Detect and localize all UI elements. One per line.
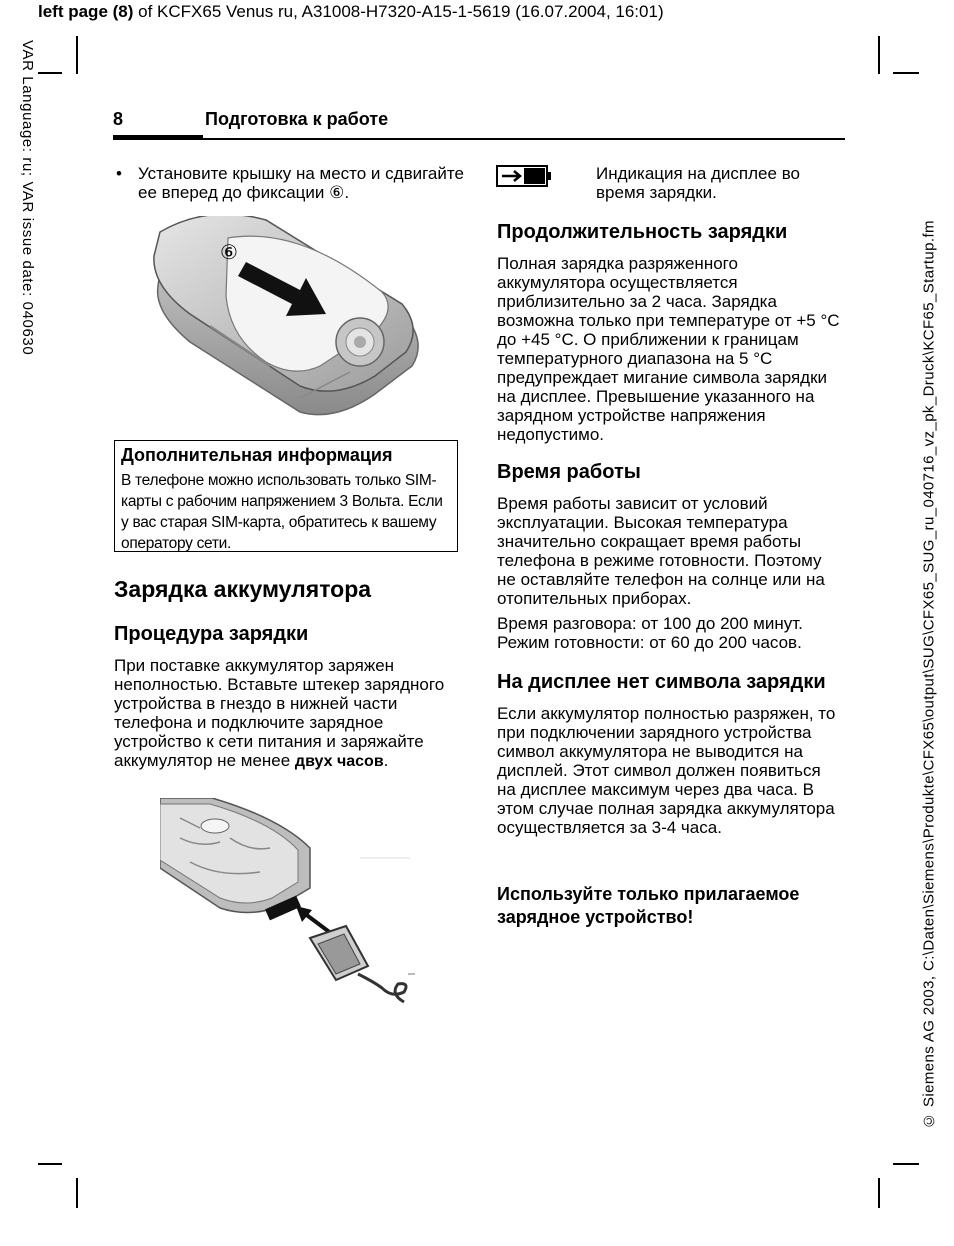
section-title: Зарядка аккумулятора bbox=[114, 576, 372, 602]
procedure-heading: Процедура зарядки bbox=[114, 623, 309, 645]
figure-step-marker: ⑥ bbox=[220, 242, 238, 264]
crop-mark bbox=[893, 72, 919, 74]
runtime-text: Время работы зависит от условий эксплуатации. Высокая температура значительно сокращает время работы телефона в режиме готовности. Поэтому не оставляйте телефон на солнце или на отопительных приборах. bbox=[497, 494, 825, 608]
duration-heading: Продолжительность зарядки bbox=[497, 221, 788, 243]
document-header bbox=[38, 2, 664, 22]
header-rule-thick bbox=[113, 135, 203, 140]
bullet-instruction: Установите крышку на место и сдвигайте ее вперед до фиксации ⑥. bbox=[138, 164, 464, 202]
icon-caption: Индикация на дисплее во время зарядки. bbox=[596, 164, 800, 202]
crop-mark bbox=[38, 72, 62, 74]
page-number: 8 bbox=[113, 109, 124, 129]
charging-illustration bbox=[160, 798, 415, 1005]
info-box bbox=[114, 440, 458, 552]
side-margin-language: VAR Language: ru; VAR issue date: 040630 bbox=[19, 40, 36, 356]
runtime-heading: Время работы bbox=[497, 461, 641, 483]
header-left-page: left page (8) bbox=[38, 2, 134, 21]
info-box-title: Дополнительная информация bbox=[121, 445, 393, 465]
procedure-text bbox=[114, 656, 459, 771]
battery-charging-icon bbox=[496, 164, 552, 188]
duration-text: Полная зарядка разряженного аккумулятора осуществляется приблизительно за 2 часа. Зарядка возможна только при температуре от +5 °C до +45 °C. О приближении к границам температурного диапазона на 5 °C предупреждает мигание символа зарядки на дисплее. Превышение указанного на зарядном устройстве напряжения недопустимо. bbox=[497, 254, 840, 444]
crop-mark bbox=[76, 1178, 78, 1208]
procedure-end: . bbox=[383, 751, 389, 770]
crop-mark bbox=[893, 1163, 919, 1165]
header-doc-info: of KCFX65 Venus ru, A31008-H7320-A15-1-5619 (16.07.2004, 16:01) bbox=[133, 2, 664, 21]
crop-mark bbox=[878, 36, 880, 74]
crop-mark bbox=[878, 1178, 880, 1208]
crop-mark bbox=[38, 1163, 62, 1165]
procedure-body: При поставке аккумулятор заряжен неполностью. Вставьте штекер зарядного устройства в гнездо в нижней части телефона и подключите зарядное устройство к сети питания и заряжайте аккумулятор не менее bbox=[114, 656, 445, 770]
header-rule bbox=[203, 138, 845, 140]
charger-warning: Используйте только прилагаемое зарядное устройство! bbox=[497, 884, 800, 927]
phone-cover-illustration bbox=[150, 216, 425, 421]
crop-mark bbox=[76, 36, 78, 74]
no-symbol-text: Если аккумулятор полностью разряжен, то при подключении зарядного устройства символ аккумулятора не выводится на дисплей. Этот символ должен появиться на дисплее максимум через два часа. В этом случае полная зарядка аккумулятора осуществляется за 3-4 часа. bbox=[497, 704, 836, 837]
runtime-times: Время разговора: от 100 до 200 минут. Режим готовности: от 60 до 200 часов. bbox=[497, 614, 803, 652]
page-title: Подготовка к работе bbox=[205, 109, 389, 129]
procedure-bold: двух часов bbox=[294, 753, 384, 770]
side-path-text: © Siemens AG 2003, C:\Daten\Siemens\Produkte\CFX65\output\SUG\CFX65_SUG_ru_040716_vz_pk_Druck\KCF65_Startup.fm bbox=[920, 220, 938, 1129]
no-symbol-heading: На дисплее нет символа зарядки bbox=[497, 671, 826, 693]
side-margin-path bbox=[918, 220, 940, 1246]
info-box-body: В телефоне можно использовать только SIM-карты с рабочим напряжением 3 Вольта. Если у вас старая SIM-карта, обратитесь к вашему оператору сети. bbox=[121, 472, 443, 552]
bullet: • bbox=[116, 164, 122, 183]
